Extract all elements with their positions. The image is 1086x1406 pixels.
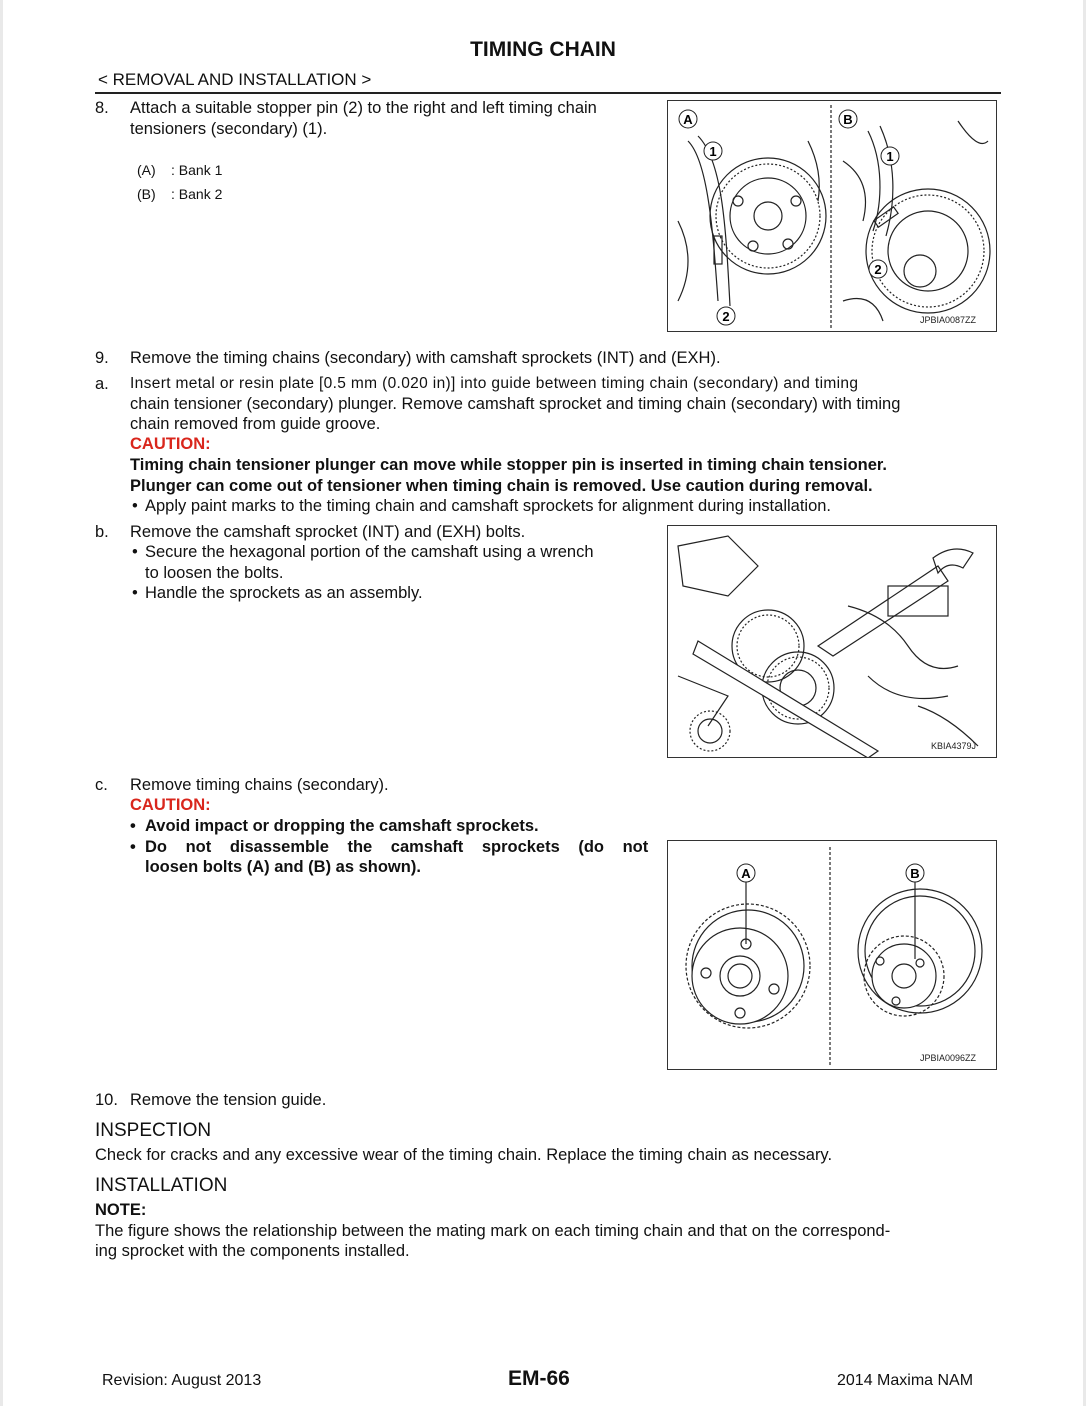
step9c-bullet1-dot: • xyxy=(130,817,136,835)
sprocket-illustration xyxy=(668,841,997,1070)
step9a-caution-label: CAUTION: xyxy=(130,435,211,453)
step9c-bullet2-line1: Do not disassemble the camshaft sprockets (do not xyxy=(145,838,649,856)
fig3-label-b: B xyxy=(910,866,920,881)
step9a-line1: Insert metal or resin plate [0.5 mm (0.020 in)] into guide between timing chain (secondary) and timing xyxy=(130,375,859,392)
step9c-letter: c. xyxy=(95,776,108,794)
step9a-bullet: Apply paint marks to the timing chain and camshaft sprockets for alignment during installation. xyxy=(145,497,832,515)
figure-sprocket-bolts xyxy=(667,840,997,1070)
legend-value-b: : Bank 2 xyxy=(171,186,223,202)
fig1-callout-2b: 2 xyxy=(874,262,882,277)
step9c-text: Remove timing chains (secondary). xyxy=(130,776,389,794)
step10-text: Remove the tension guide. xyxy=(130,1091,327,1109)
fig1-code: JPBIA0087ZZ xyxy=(919,315,976,325)
legend-value-a: : Bank 1 xyxy=(171,162,223,178)
step8-number: 8. xyxy=(95,99,109,117)
fig1-label-a: A xyxy=(683,112,693,127)
step9c-caution-label: CAUTION: xyxy=(130,796,211,814)
step9a-caution-line2: Plunger can come out of tensioner when timing chain is removed. Use caution during removal. xyxy=(130,477,873,495)
section-heading: < REMOVAL AND INSTALLATION > xyxy=(98,70,372,89)
step9b-bullet1-dot: • xyxy=(132,543,138,561)
fig1-callout-1b: 1 xyxy=(886,149,894,164)
step9a-line2: chain tensioner (secondary) plunger. Remove camshaft sprocket and timing chain (secondary) with timing xyxy=(130,395,901,413)
step9a-caution-line1: Timing chain tensioner plunger can move while stopper pin is inserted in timing chain tensioner. xyxy=(130,456,887,474)
step9c-bullet2-dot: • xyxy=(130,838,136,856)
step8-text-line2: tensioners (secondary) (1). xyxy=(130,120,328,138)
fig2-code: KBIA4379J xyxy=(930,741,976,751)
step9c-bullet1: Avoid impact or dropping the camshaft sprockets. xyxy=(145,817,539,835)
footer-revision: Revision: August 2013 xyxy=(102,1372,262,1389)
step10-number: 10. xyxy=(95,1091,118,1109)
wrench-illustration xyxy=(668,526,997,758)
fig3-code: JPBIA0096ZZ xyxy=(919,1053,976,1063)
inspection-text: Check for cracks and any excessive wear of the timing chain. Replace the timing chain as necessary. xyxy=(95,1146,833,1164)
installation-text-line1: The figure shows the relationship between the mating mark on each timing chain and that on the correspond- xyxy=(95,1222,891,1240)
step9b-bullet2: Handle the sprockets as an assembly. xyxy=(145,584,423,602)
step9b-letter: b. xyxy=(95,523,109,541)
step9b-bullet2-dot: • xyxy=(132,584,138,602)
step9b-bullet1-line2: to loosen the bolts. xyxy=(145,564,284,582)
footer-model: 2014 Maxima NAM xyxy=(837,1372,974,1389)
step9-text: Remove the timing chains (secondary) with camshaft sprockets (INT) and (EXH). xyxy=(130,349,721,367)
fig3-label-a: A xyxy=(741,866,751,881)
header-rule xyxy=(95,92,1001,94)
installation-heading: INSTALLATION xyxy=(95,1175,228,1196)
footer-page-number: EM-66 xyxy=(508,1367,570,1390)
step9a-line3: chain removed from guide groove. xyxy=(130,415,381,433)
step9a-bullet-dot: • xyxy=(132,497,138,515)
tensioner-illustration xyxy=(668,101,997,332)
step9-number: 9. xyxy=(95,349,109,367)
legend-key-b: (B) xyxy=(137,186,156,202)
installation-text-line2: ing sprocket with the components installed. xyxy=(95,1242,410,1260)
step9a-letter: a. xyxy=(95,375,109,393)
figure-tensioner-stopper-pin xyxy=(667,100,997,332)
figure-sprocket-bolt-removal xyxy=(667,525,997,758)
fig1-callout-2a: 2 xyxy=(722,309,730,324)
fig1-label-b: B xyxy=(843,112,853,127)
page-title: TIMING CHAIN xyxy=(470,38,616,61)
step9c-bullet2-line2: loosen bolts (A) and (B) as shown). xyxy=(145,858,421,876)
inspection-heading: INSPECTION xyxy=(95,1120,212,1141)
document-page xyxy=(3,0,1083,1406)
legend-key-a: (A) xyxy=(137,162,156,178)
step9b-bullet1-line1: Secure the hexagonal portion of the camshaft using a wrench xyxy=(145,543,594,561)
step8-text-line1: Attach a suitable stopper pin (2) to the right and left timing chain xyxy=(130,99,597,117)
installation-note-label: NOTE: xyxy=(95,1201,147,1219)
step9b-text: Remove the camshaft sprocket (INT) and (EXH) bolts. xyxy=(130,523,526,541)
fig1-callout-1a: 1 xyxy=(709,144,717,159)
